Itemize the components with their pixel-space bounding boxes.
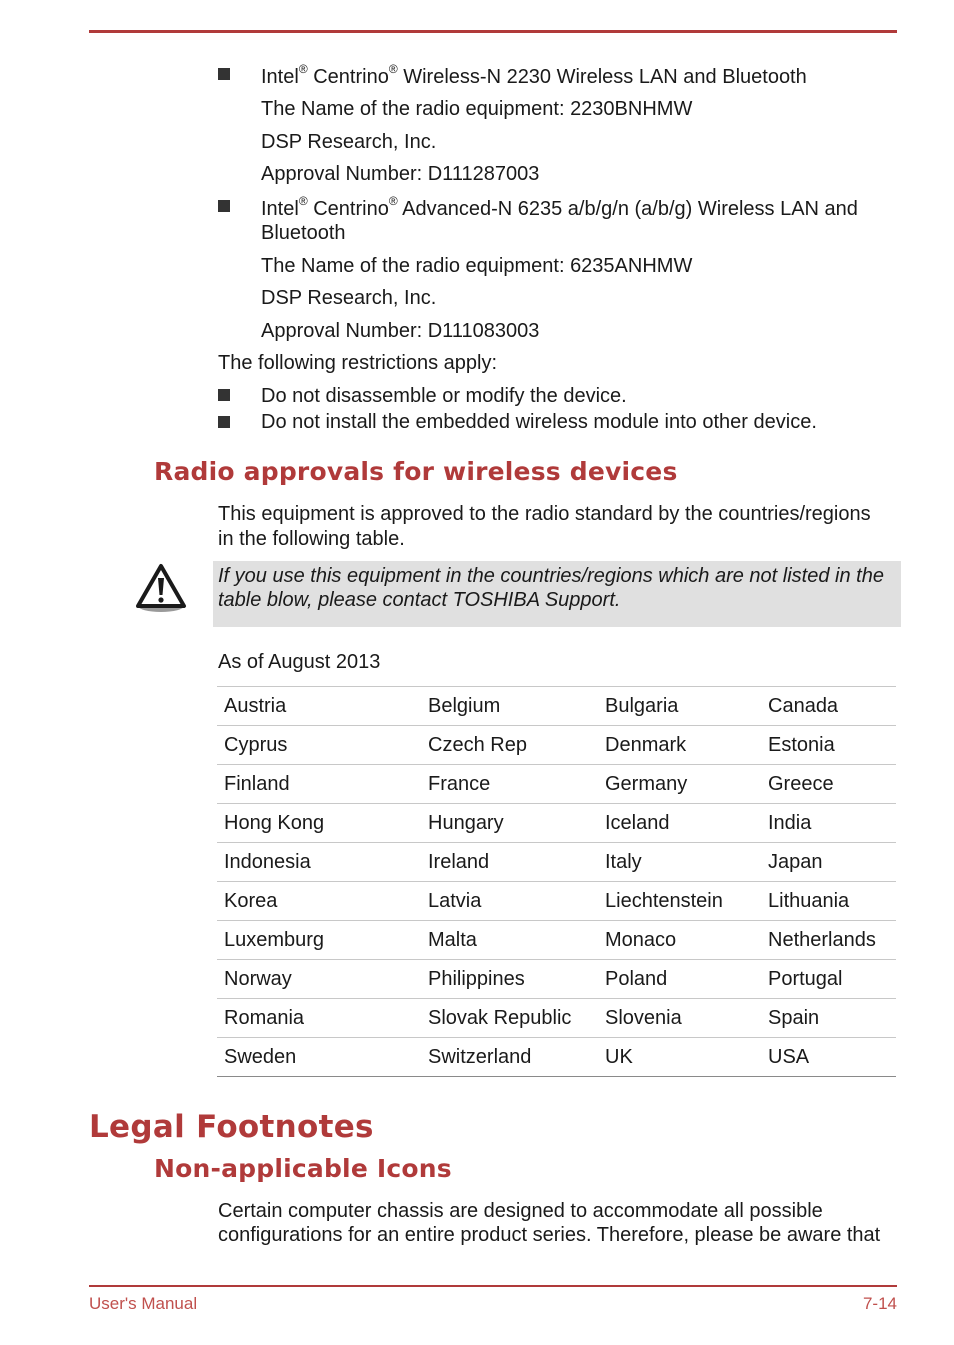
device-1-company: DSP Research, Inc.: [261, 131, 437, 153]
table-cell: India: [761, 804, 896, 843]
device-1-title: Intel® Centrino® Wireless-N 2230 Wireless LAN and Bluetooth: [261, 62, 807, 88]
table-cell: Monaco: [598, 921, 761, 960]
table-row: [217, 726, 896, 765]
device-2-title-line2: Bluetooth: [261, 222, 346, 244]
note-line1: If you use this equipment in the countries/regions which are not listed in the: [218, 565, 884, 587]
table-row: [217, 960, 896, 999]
table-row: [217, 999, 896, 1038]
table-cell: Liechtenstein: [598, 882, 761, 921]
device-2-title: Intel® Centrino® Advanced-N 6235 a/b/g/n (a/b/g) Wireless LAN and: [261, 194, 858, 220]
device-2-approval: Approval Number: D111083003: [261, 320, 540, 342]
table-cell: Netherlands: [761, 921, 896, 960]
device-1-approval: Approval Number: D111287003: [261, 163, 540, 185]
table-cell: Iceland: [598, 804, 761, 843]
table-cell: Estonia: [761, 726, 896, 765]
table-cell: Luxemburg: [217, 921, 421, 960]
square-bullet-icon: [218, 389, 230, 401]
table-cell: Slovenia: [598, 999, 761, 1038]
legal-paragraph-line1: Certain computer chassis are designed to accommodate all possible: [218, 1200, 823, 1222]
table-cell: Lithuania: [761, 882, 896, 921]
footer-page-number: 7-14: [862, 1294, 897, 1313]
table-cell: Korea: [217, 882, 421, 921]
table-cell: Germany: [598, 765, 761, 804]
table-cell: Japan: [761, 843, 896, 882]
radio-paragraph-line2: in the following table.: [218, 528, 405, 550]
note-line2: table blow, please contact TOSHIBA Support.: [218, 589, 621, 611]
table-cell: Hungary: [421, 804, 598, 843]
countries-table: [217, 686, 896, 1077]
restrictions-intro: The following restrictions apply:: [218, 352, 498, 374]
table-cell: Czech Rep: [421, 726, 598, 765]
section-heading-radio-approvals: Radio approvals for wireless devices: [154, 457, 678, 486]
table-cell: Romania: [217, 999, 421, 1038]
device-2-company: DSP Research, Inc.: [261, 287, 437, 309]
table-cell: Poland: [598, 960, 761, 999]
table-cell: Norway: [217, 960, 421, 999]
radio-paragraph-line1: This equipment is approved to the radio standard by the countries/regions: [218, 503, 871, 525]
chapter-heading-legal-footnotes: Legal Footnotes: [89, 1109, 374, 1145]
table-cell: Austria: [217, 687, 421, 726]
square-bullet-icon: [218, 416, 230, 428]
table-cell: Greece: [761, 765, 896, 804]
square-bullet-icon: [218, 68, 230, 80]
table-cell: Italy: [598, 843, 761, 882]
table-cell: Ireland: [421, 843, 598, 882]
footer-rule: [89, 1285, 897, 1287]
table-row: [217, 843, 896, 882]
table-cell: Belgium: [421, 687, 598, 726]
header-rule: [89, 30, 897, 33]
table-cell: Malta: [421, 921, 598, 960]
table-cell: Hong Kong: [217, 804, 421, 843]
table-row: [217, 882, 896, 921]
device-1-radio-name: The Name of the radio equipment: 2230BNHMW: [261, 98, 693, 120]
table-cell: Slovak Republic: [421, 999, 598, 1038]
table-row: [217, 1038, 896, 1077]
table-cell: Switzerland: [421, 1038, 598, 1077]
section-heading-non-applicable-icons: Non-applicable Icons: [154, 1154, 452, 1183]
table-cell: Spain: [761, 999, 896, 1038]
square-bullet-icon: [218, 200, 230, 212]
table-cell: France: [421, 765, 598, 804]
table-cell: Portugal: [761, 960, 896, 999]
restriction-item: Do not install the embedded wireless module into other device.: [261, 411, 817, 433]
legal-paragraph-line2: configurations for an entire product series. Therefore, please be aware that: [218, 1224, 881, 1246]
table-row: [217, 921, 896, 960]
table-cell: Sweden: [217, 1038, 421, 1077]
table-cell: UK: [598, 1038, 761, 1077]
as-of-date: As of August 2013: [218, 651, 381, 673]
table-cell: Bulgaria: [598, 687, 761, 726]
table-cell: USA: [761, 1038, 896, 1077]
table-row: [217, 765, 896, 804]
device-2-radio-name: The Name of the radio equipment: 6235ANHMW: [261, 255, 693, 277]
footer-manual-title: User's Manual: [89, 1294, 198, 1313]
table-cell: Cyprus: [217, 726, 421, 765]
table-cell: Indonesia: [217, 843, 421, 882]
warning-triangle-icon: [135, 562, 187, 614]
table-row: [217, 687, 896, 726]
table-cell: Philippines: [421, 960, 598, 999]
table-cell: Canada: [761, 687, 896, 726]
table-cell: Finland: [217, 765, 421, 804]
table-cell: Denmark: [598, 726, 761, 765]
restriction-item: Do not disassemble or modify the device.: [261, 385, 627, 407]
table-row: [217, 804, 896, 843]
table-cell: Latvia: [421, 882, 598, 921]
